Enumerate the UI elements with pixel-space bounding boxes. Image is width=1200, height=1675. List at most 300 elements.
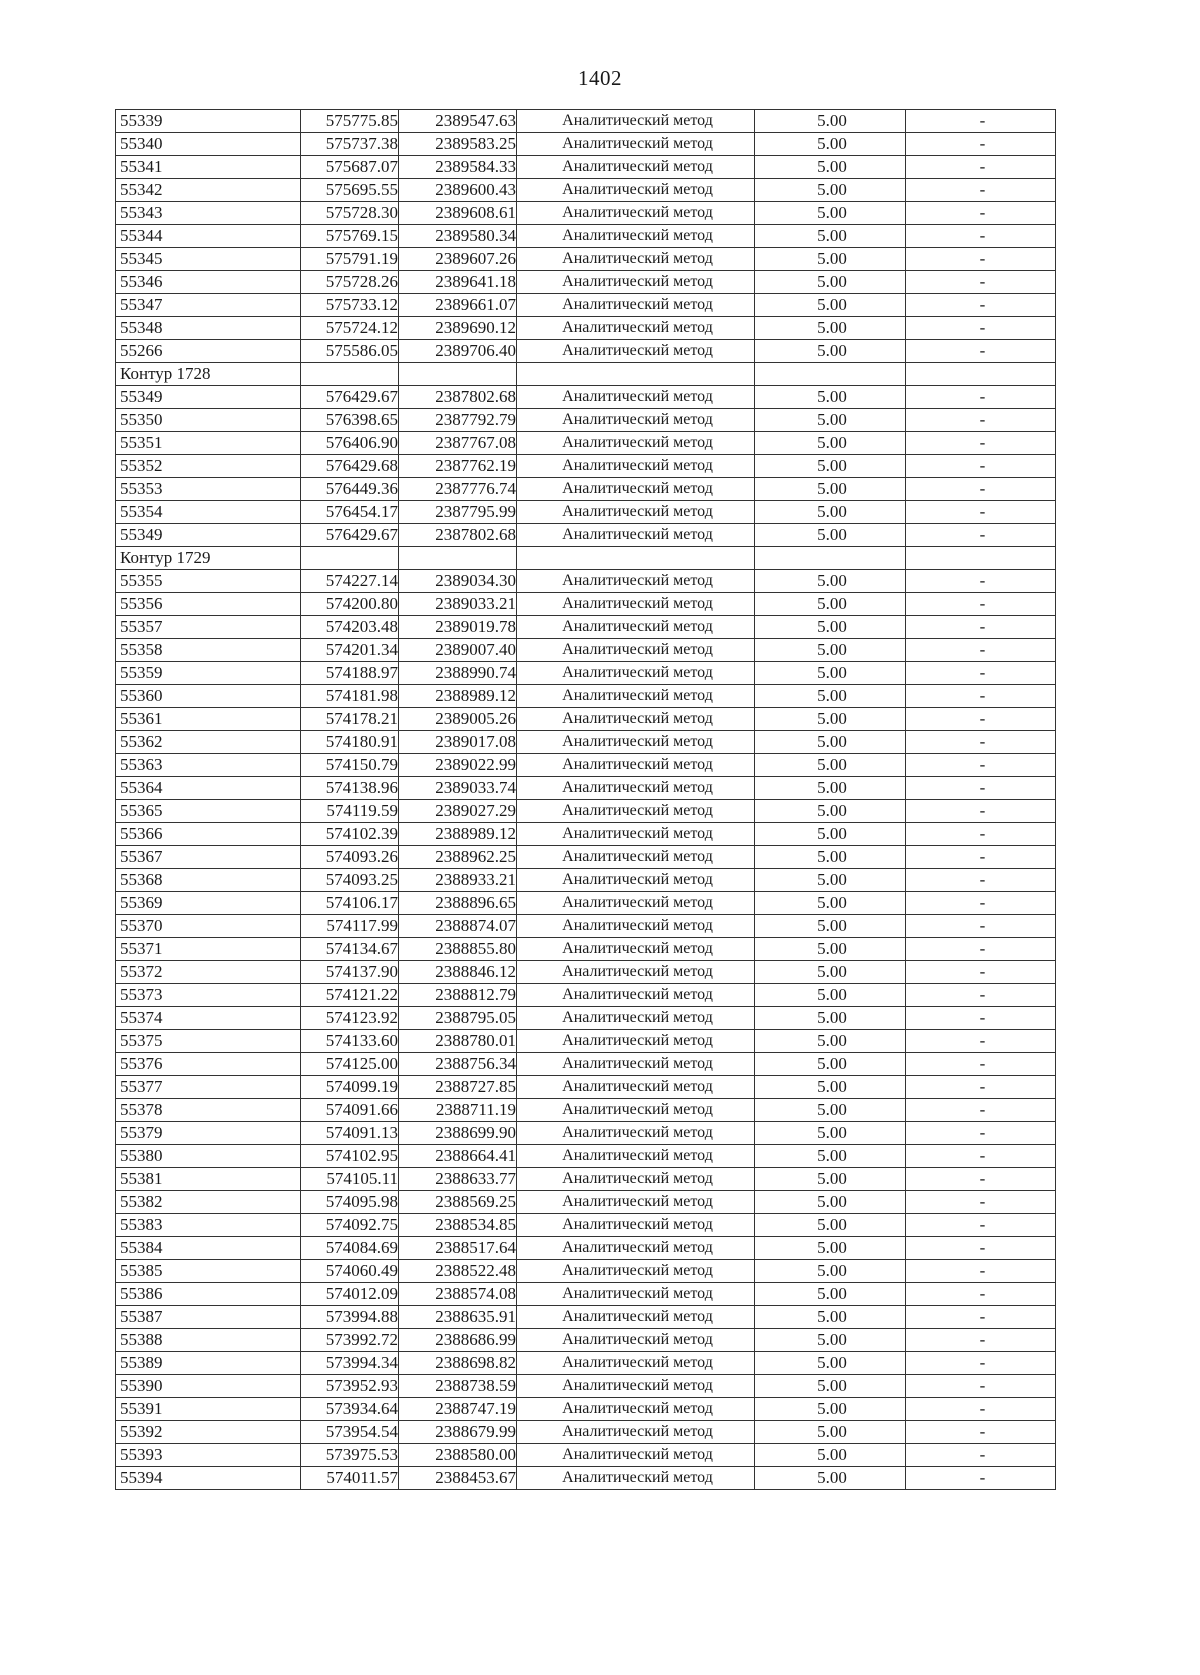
note-cell: - <box>906 524 1056 547</box>
y-coordinate-cell: 2388795.05 <box>399 1007 517 1030</box>
table-row <box>116 294 1056 317</box>
note-cell: - <box>906 1283 1056 1306</box>
point-id-cell: 55377 <box>116 1076 301 1099</box>
accuracy-cell: 5.00 <box>755 1145 906 1168</box>
method-cell: Аналитический метод <box>517 524 755 547</box>
table-row <box>116 110 1056 133</box>
y-coordinate-cell: 2388727.85 <box>399 1076 517 1099</box>
accuracy-cell: 5.00 <box>755 1237 906 1260</box>
table-row <box>116 593 1056 616</box>
x-coordinate-cell: 574093.26 <box>301 846 399 869</box>
x-coordinate-cell: 575724.12 <box>301 317 399 340</box>
x-coordinate-cell: 575775.85 <box>301 110 399 133</box>
y-coordinate-cell: 2387792.79 <box>399 409 517 432</box>
page-number: 1402 <box>578 66 622 90</box>
x-coordinate-cell: 574084.69 <box>301 1237 399 1260</box>
method-cell: Аналитический метод <box>517 800 755 823</box>
point-id-cell: 55374 <box>116 1007 301 1030</box>
table-row <box>116 1099 1056 1122</box>
y-coordinate-cell: 2389607.26 <box>399 248 517 271</box>
point-id-cell: 55363 <box>116 754 301 777</box>
contour-header-row <box>116 363 1056 386</box>
point-id-cell: 55375 <box>116 1030 301 1053</box>
accuracy-cell: 5.00 <box>755 1421 906 1444</box>
x-coordinate-cell: 574203.48 <box>301 616 399 639</box>
accuracy-cell: 5.00 <box>755 271 906 294</box>
y-coordinate-cell: 2389022.99 <box>399 754 517 777</box>
point-id-cell: 55347 <box>116 294 301 317</box>
x-coordinate-cell: 574181.98 <box>301 685 399 708</box>
accuracy-cell: 5.00 <box>755 1306 906 1329</box>
point-id-cell: 55362 <box>116 731 301 754</box>
note-cell: - <box>906 984 1056 1007</box>
note-cell: - <box>906 1375 1056 1398</box>
empty-cell <box>301 363 399 386</box>
note-cell: - <box>906 1214 1056 1237</box>
accuracy-cell: 5.00 <box>755 317 906 340</box>
y-coordinate-cell: 2388812.79 <box>399 984 517 1007</box>
table-row <box>116 1283 1056 1306</box>
table-row <box>116 179 1056 202</box>
note-cell: - <box>906 961 1056 984</box>
point-id-cell: 55373 <box>116 984 301 1007</box>
point-id-cell: 55393 <box>116 1444 301 1467</box>
x-coordinate-cell: 574178.21 <box>301 708 399 731</box>
table-row <box>116 1076 1056 1099</box>
note-cell: - <box>906 202 1056 225</box>
note-cell: - <box>906 1007 1056 1030</box>
method-cell: Аналитический метод <box>517 1030 755 1053</box>
note-cell: - <box>906 478 1056 501</box>
point-id-cell: 55394 <box>116 1467 301 1490</box>
table-row <box>116 1260 1056 1283</box>
point-id-cell: 55341 <box>116 156 301 179</box>
point-id-cell: 55359 <box>116 662 301 685</box>
x-coordinate-cell: 574060.49 <box>301 1260 399 1283</box>
x-coordinate-cell: 574201.34 <box>301 639 399 662</box>
contour-header-row <box>116 547 1056 570</box>
y-coordinate-cell: 2389584.33 <box>399 156 517 179</box>
accuracy-cell: 5.00 <box>755 409 906 432</box>
note-cell: - <box>906 570 1056 593</box>
method-cell: Аналитический метод <box>517 846 755 869</box>
x-coordinate-cell: 575737.38 <box>301 133 399 156</box>
coordinates-table <box>115 109 1056 1490</box>
x-coordinate-cell: 576398.65 <box>301 409 399 432</box>
accuracy-cell: 5.00 <box>755 639 906 662</box>
table-row <box>116 133 1056 156</box>
point-id-cell: 55380 <box>116 1145 301 1168</box>
x-coordinate-cell: 576449.36 <box>301 478 399 501</box>
coordinates-table-body <box>116 110 1056 1490</box>
y-coordinate-cell: 2388635.91 <box>399 1306 517 1329</box>
point-id-cell: 55348 <box>116 317 301 340</box>
x-coordinate-cell: 573934.64 <box>301 1398 399 1421</box>
accuracy-cell: 5.00 <box>755 754 906 777</box>
note-cell: - <box>906 1168 1056 1191</box>
table-row <box>116 1375 1056 1398</box>
note-cell: - <box>906 1237 1056 1260</box>
accuracy-cell: 5.00 <box>755 1375 906 1398</box>
method-cell: Аналитический метод <box>517 961 755 984</box>
method-cell: Аналитический метод <box>517 777 755 800</box>
accuracy-cell: 5.00 <box>755 961 906 984</box>
contour-label: Контур 1728 <box>116 363 301 386</box>
note-cell: - <box>906 1467 1056 1490</box>
table-row <box>116 225 1056 248</box>
point-id-cell: 55358 <box>116 639 301 662</box>
x-coordinate-cell: 574117.99 <box>301 915 399 938</box>
x-coordinate-cell: 576454.17 <box>301 501 399 524</box>
note-cell: - <box>906 800 1056 823</box>
x-coordinate-cell: 576406.90 <box>301 432 399 455</box>
x-coordinate-cell: 574012.09 <box>301 1283 399 1306</box>
y-coordinate-cell: 2388534.85 <box>399 1214 517 1237</box>
method-cell: Аналитический метод <box>517 409 755 432</box>
note-cell: - <box>906 455 1056 478</box>
point-id-cell: 55355 <box>116 570 301 593</box>
x-coordinate-cell: 573992.72 <box>301 1329 399 1352</box>
accuracy-cell: 5.00 <box>755 616 906 639</box>
point-id-cell: 55369 <box>116 892 301 915</box>
x-coordinate-cell: 573994.34 <box>301 1352 399 1375</box>
accuracy-cell: 5.00 <box>755 892 906 915</box>
note-cell: - <box>906 179 1056 202</box>
method-cell: Аналитический метод <box>517 225 755 248</box>
x-coordinate-cell: 574091.13 <box>301 1122 399 1145</box>
method-cell: Аналитический метод <box>517 317 755 340</box>
table-row <box>116 892 1056 915</box>
y-coordinate-cell: 2389005.26 <box>399 708 517 731</box>
note-cell: - <box>906 869 1056 892</box>
x-coordinate-cell: 575728.26 <box>301 271 399 294</box>
x-coordinate-cell: 574180.91 <box>301 731 399 754</box>
table-row <box>116 1145 1056 1168</box>
y-coordinate-cell: 2388989.12 <box>399 823 517 846</box>
method-cell: Аналитический метод <box>517 731 755 754</box>
x-coordinate-cell: 576429.67 <box>301 386 399 409</box>
note-cell: - <box>906 731 1056 754</box>
x-coordinate-cell: 574137.90 <box>301 961 399 984</box>
x-coordinate-cell: 574188.97 <box>301 662 399 685</box>
note-cell: - <box>906 777 1056 800</box>
table-row <box>116 156 1056 179</box>
y-coordinate-cell: 2389547.63 <box>399 110 517 133</box>
note-cell: - <box>906 892 1056 915</box>
note-cell: - <box>906 915 1056 938</box>
accuracy-cell: 5.00 <box>755 294 906 317</box>
table-row <box>116 1214 1056 1237</box>
y-coordinate-cell: 2388522.48 <box>399 1260 517 1283</box>
method-cell: Аналитический метод <box>517 340 755 363</box>
accuracy-cell: 5.00 <box>755 1168 906 1191</box>
method-cell: Аналитический метод <box>517 685 755 708</box>
point-id-cell: 55364 <box>116 777 301 800</box>
x-coordinate-cell: 573954.54 <box>301 1421 399 1444</box>
note-cell: - <box>906 294 1056 317</box>
x-coordinate-cell: 574121.22 <box>301 984 399 1007</box>
accuracy-cell: 5.00 <box>755 110 906 133</box>
table-row <box>116 1007 1056 1030</box>
table-row <box>116 616 1056 639</box>
x-coordinate-cell: 574091.66 <box>301 1099 399 1122</box>
y-coordinate-cell: 2389007.40 <box>399 639 517 662</box>
y-coordinate-cell: 2388664.41 <box>399 1145 517 1168</box>
y-coordinate-cell: 2388780.01 <box>399 1030 517 1053</box>
accuracy-cell: 5.00 <box>755 915 906 938</box>
note-cell: - <box>906 317 1056 340</box>
point-id-cell: 55345 <box>116 248 301 271</box>
table-row <box>116 1467 1056 1490</box>
y-coordinate-cell: 2388989.12 <box>399 685 517 708</box>
note-cell: - <box>906 271 1056 294</box>
point-id-cell: 55379 <box>116 1122 301 1145</box>
method-cell: Аналитический метод <box>517 1076 755 1099</box>
table-row <box>116 202 1056 225</box>
x-coordinate-cell: 574105.11 <box>301 1168 399 1191</box>
table-row <box>116 1168 1056 1191</box>
accuracy-cell: 5.00 <box>755 570 906 593</box>
x-coordinate-cell: 574099.19 <box>301 1076 399 1099</box>
point-id-cell: 55388 <box>116 1329 301 1352</box>
empty-cell <box>755 363 906 386</box>
point-id-cell: 55361 <box>116 708 301 731</box>
accuracy-cell: 5.00 <box>755 501 906 524</box>
x-coordinate-cell: 574092.75 <box>301 1214 399 1237</box>
accuracy-cell: 5.00 <box>755 1191 906 1214</box>
table-row <box>116 1352 1056 1375</box>
y-coordinate-cell: 2387802.68 <box>399 524 517 547</box>
accuracy-cell: 5.00 <box>755 708 906 731</box>
x-coordinate-cell: 574106.17 <box>301 892 399 915</box>
point-id-cell: 55386 <box>116 1283 301 1306</box>
x-coordinate-cell: 573975.53 <box>301 1444 399 1467</box>
x-coordinate-cell: 575586.05 <box>301 340 399 363</box>
y-coordinate-cell: 2389033.74 <box>399 777 517 800</box>
method-cell: Аналитический метод <box>517 1329 755 1352</box>
y-coordinate-cell: 2387802.68 <box>399 386 517 409</box>
note-cell: - <box>906 1076 1056 1099</box>
point-id-cell: 55342 <box>116 179 301 202</box>
accuracy-cell: 5.00 <box>755 846 906 869</box>
method-cell: Аналитический метод <box>517 1053 755 1076</box>
point-id-cell: 55340 <box>116 133 301 156</box>
accuracy-cell: 5.00 <box>755 1352 906 1375</box>
method-cell: Аналитический метод <box>517 1444 755 1467</box>
note-cell: - <box>906 1099 1056 1122</box>
y-coordinate-cell: 2388569.25 <box>399 1191 517 1214</box>
note-cell: - <box>906 501 1056 524</box>
table-row <box>116 639 1056 662</box>
method-cell: Аналитический метод <box>517 294 755 317</box>
point-id-cell: 55354 <box>116 501 301 524</box>
accuracy-cell: 5.00 <box>755 1030 906 1053</box>
accuracy-cell: 5.00 <box>755 938 906 961</box>
note-cell: - <box>906 156 1056 179</box>
x-coordinate-cell: 574119.59 <box>301 800 399 823</box>
point-id-cell: 55387 <box>116 1306 301 1329</box>
point-id-cell: 55368 <box>116 869 301 892</box>
empty-cell <box>517 547 755 570</box>
y-coordinate-cell: 2387795.99 <box>399 501 517 524</box>
accuracy-cell: 5.00 <box>755 340 906 363</box>
y-coordinate-cell: 2389600.43 <box>399 179 517 202</box>
method-cell: Аналитический метод <box>517 754 755 777</box>
method-cell: Аналитический метод <box>517 1191 755 1214</box>
accuracy-cell: 5.00 <box>755 133 906 156</box>
method-cell: Аналитический метод <box>517 869 755 892</box>
note-cell: - <box>906 1053 1056 1076</box>
method-cell: Аналитический метод <box>517 432 755 455</box>
method-cell: Аналитический метод <box>517 1352 755 1375</box>
accuracy-cell: 5.00 <box>755 225 906 248</box>
x-coordinate-cell: 574227.14 <box>301 570 399 593</box>
note-cell: - <box>906 938 1056 961</box>
x-coordinate-cell: 576429.68 <box>301 455 399 478</box>
note-cell: - <box>906 340 1056 363</box>
note-cell: - <box>906 593 1056 616</box>
table-row <box>116 708 1056 731</box>
y-coordinate-cell: 2388711.19 <box>399 1099 517 1122</box>
note-cell: - <box>906 110 1056 133</box>
table-row <box>116 1030 1056 1053</box>
accuracy-cell: 5.00 <box>755 478 906 501</box>
x-coordinate-cell: 574102.39 <box>301 823 399 846</box>
method-cell: Аналитический метод <box>517 1398 755 1421</box>
table-row <box>116 823 1056 846</box>
accuracy-cell: 5.00 <box>755 1076 906 1099</box>
x-coordinate-cell: 575695.55 <box>301 179 399 202</box>
method-cell: Аналитический метод <box>517 708 755 731</box>
table-row <box>116 685 1056 708</box>
table-row <box>116 777 1056 800</box>
y-coordinate-cell: 2388747.19 <box>399 1398 517 1421</box>
point-id-cell: 55382 <box>116 1191 301 1214</box>
accuracy-cell: 5.00 <box>755 1260 906 1283</box>
empty-cell <box>399 363 517 386</box>
accuracy-cell: 5.00 <box>755 777 906 800</box>
x-coordinate-cell: 575728.30 <box>301 202 399 225</box>
table-row <box>116 1398 1056 1421</box>
table-row <box>116 1444 1056 1467</box>
x-coordinate-cell: 575687.07 <box>301 156 399 179</box>
x-coordinate-cell: 574011.57 <box>301 1467 399 1490</box>
point-id-cell: 55266 <box>116 340 301 363</box>
note-cell: - <box>906 409 1056 432</box>
note-cell: - <box>906 1329 1056 1352</box>
table-row <box>116 846 1056 869</box>
point-id-cell: 55367 <box>116 846 301 869</box>
accuracy-cell: 5.00 <box>755 869 906 892</box>
y-coordinate-cell: 2389580.34 <box>399 225 517 248</box>
method-cell: Аналитический метод <box>517 984 755 1007</box>
note-cell: - <box>906 133 1056 156</box>
method-cell: Аналитический метод <box>517 1007 755 1030</box>
x-coordinate-cell: 574200.80 <box>301 593 399 616</box>
y-coordinate-cell: 2387762.19 <box>399 455 517 478</box>
point-id-cell: 55381 <box>116 1168 301 1191</box>
method-cell: Аналитический метод <box>517 501 755 524</box>
table-row <box>116 984 1056 1007</box>
point-id-cell: 55389 <box>116 1352 301 1375</box>
table-row <box>116 662 1056 685</box>
empty-cell <box>517 363 755 386</box>
method-cell: Аналитический метод <box>517 478 755 501</box>
point-id-cell: 55350 <box>116 409 301 432</box>
note-cell: - <box>906 1352 1056 1375</box>
note-cell: - <box>906 754 1056 777</box>
accuracy-cell: 5.00 <box>755 1283 906 1306</box>
accuracy-cell: 5.00 <box>755 386 906 409</box>
y-coordinate-cell: 2388679.99 <box>399 1421 517 1444</box>
note-cell: - <box>906 708 1056 731</box>
y-coordinate-cell: 2389033.21 <box>399 593 517 616</box>
accuracy-cell: 5.00 <box>755 156 906 179</box>
accuracy-cell: 5.00 <box>755 662 906 685</box>
x-coordinate-cell: 574093.25 <box>301 869 399 892</box>
table-row <box>116 340 1056 363</box>
x-coordinate-cell: 574150.79 <box>301 754 399 777</box>
x-coordinate-cell: 576429.67 <box>301 524 399 547</box>
method-cell: Аналитический метод <box>517 156 755 179</box>
accuracy-cell: 5.00 <box>755 202 906 225</box>
x-coordinate-cell: 573994.88 <box>301 1306 399 1329</box>
point-id-cell: 55385 <box>116 1260 301 1283</box>
method-cell: Аналитический метод <box>517 616 755 639</box>
table-row <box>116 248 1056 271</box>
method-cell: Аналитический метод <box>517 1467 755 1490</box>
point-id-cell: 55365 <box>116 800 301 823</box>
accuracy-cell: 5.00 <box>755 1444 906 1467</box>
point-id-cell: 55391 <box>116 1398 301 1421</box>
x-coordinate-cell: 574123.92 <box>301 1007 399 1030</box>
table-row <box>116 501 1056 524</box>
table-row <box>116 1237 1056 1260</box>
point-id-cell: 55372 <box>116 961 301 984</box>
note-cell: - <box>906 1145 1056 1168</box>
point-id-cell: 55353 <box>116 478 301 501</box>
accuracy-cell: 5.00 <box>755 1122 906 1145</box>
method-cell: Аналитический метод <box>517 271 755 294</box>
point-id-cell: 55371 <box>116 938 301 961</box>
method-cell: Аналитический метод <box>517 1145 755 1168</box>
accuracy-cell: 5.00 <box>755 800 906 823</box>
y-coordinate-cell: 2388686.99 <box>399 1329 517 1352</box>
contour-label: Контур 1729 <box>116 547 301 570</box>
y-coordinate-cell: 2388580.00 <box>399 1444 517 1467</box>
accuracy-cell: 5.00 <box>755 1007 906 1030</box>
y-coordinate-cell: 2389034.30 <box>399 570 517 593</box>
method-cell: Аналитический метод <box>517 823 755 846</box>
table-row <box>116 478 1056 501</box>
y-coordinate-cell: 2388846.12 <box>399 961 517 984</box>
accuracy-cell: 5.00 <box>755 1214 906 1237</box>
point-id-cell: 55352 <box>116 455 301 478</box>
point-id-cell: 55366 <box>116 823 301 846</box>
note-cell: - <box>906 248 1056 271</box>
method-cell: Аналитический метод <box>517 248 755 271</box>
method-cell: Аналитический метод <box>517 1122 755 1145</box>
x-coordinate-cell: 574138.96 <box>301 777 399 800</box>
method-cell: Аналитический метод <box>517 1214 755 1237</box>
table-row <box>116 800 1056 823</box>
method-cell: Аналитический метод <box>517 593 755 616</box>
y-coordinate-cell: 2388574.08 <box>399 1283 517 1306</box>
x-coordinate-cell: 574133.60 <box>301 1030 399 1053</box>
note-cell: - <box>906 823 1056 846</box>
table-row <box>116 1329 1056 1352</box>
accuracy-cell: 5.00 <box>755 685 906 708</box>
